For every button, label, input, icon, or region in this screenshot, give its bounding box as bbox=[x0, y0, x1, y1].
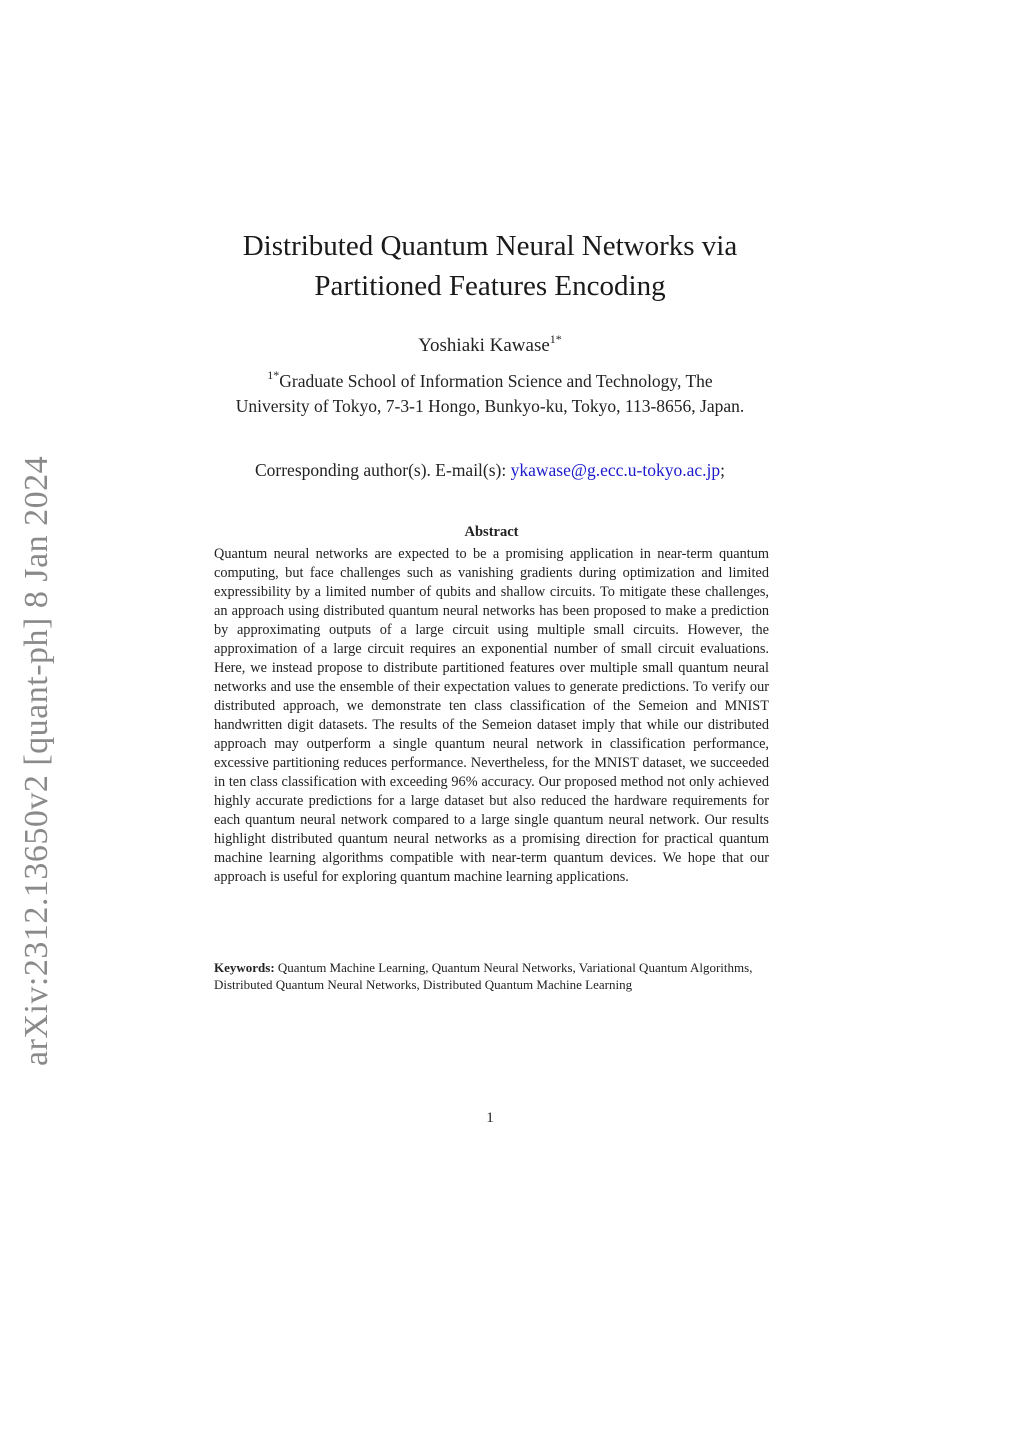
arxiv-identifier-stamp: arXiv:2312.13650v2 [quant-ph] 8 Jan 2024 bbox=[18, 455, 55, 1066]
corresponding-suffix: ; bbox=[720, 460, 726, 480]
affiliation-marker: 1* bbox=[267, 368, 280, 382]
email-link[interactable]: ykawase@g.ecc.u-tokyo.ac.jp bbox=[510, 460, 721, 480]
title-line-2: Partitioned Features Encoding bbox=[314, 270, 666, 302]
affiliation-line-2: University of Tokyo, 7-3-1 Hongo, Bunkyo-ku, Tokyo, 113-8656, Japan. bbox=[235, 396, 745, 416]
abstract-body: Quantum neural networks are expected to be a promising application in near-term quantum computing, but face challenges such as vanishing gradients during optimization and limited expressibility by a limited number of qubits and shallow circuits. To mitigate these challenges, an approach using distributed quantum neural networks has been proposed to make a prediction by approximating outputs of a large circuit using multiple small circuits. However, the approximation of a large circuit requires an exponential number of small circuit evaluations. Here, we instead propose to distribute partitioned features over multiple small quantum neural networks and use the ensemble of their expectation values to generate predictions. To verify our distributed approach, we demonstrate ten class classification of the Semeion and MNIST handwritten digit datasets. The results of the Semeion dataset imply that while our distributed approach may outperform a single quantum neural network in classification performance, excessive partitioning reduces performance. Nevertheless, for the MNIST dataset, we succeeded in ten class classification with exceeding 96% accuracy. Our proposed method not only achieved highly accurate predictions for a large dataset but also reduced the hardware requirements for each quantum neural network compared to a large single quantum neural network. Our results highlight distributed quantum neural networks as a promising direction for practical quantum machine learning algorithms compatible with near-term quantum devices. We hope that our approach is useful for exploring quantum machine learning applications. bbox=[214, 546, 769, 885]
keywords-label: Keywords: bbox=[214, 960, 275, 975]
paper-title bbox=[180, 226, 800, 306]
affiliation-line-1 bbox=[180, 369, 800, 394]
keywords bbox=[214, 959, 769, 993]
corresponding-author bbox=[180, 458, 800, 482]
affiliation-text-1: Graduate School of Information Science and Technology, The bbox=[279, 371, 713, 391]
author-name: Yoshiaki Kawase bbox=[418, 335, 550, 356]
abstract-heading: Abstract bbox=[464, 524, 519, 540]
title-line-1: Distributed Quantum Neural Networks via bbox=[242, 230, 738, 262]
author-line bbox=[180, 334, 800, 358]
page-number: 1 bbox=[486, 1110, 494, 1126]
keywords-text: Quantum Machine Learning, Quantum Neural Networks, Variational Quantum Algorithms, Distributed Quantum Neural Networks, Distributed Quantum Machine Learning bbox=[214, 960, 753, 992]
author-affiliation-marker: 1* bbox=[549, 332, 562, 346]
affiliation bbox=[180, 369, 800, 419]
corresponding-prefix: Corresponding author(s). E-mail(s): bbox=[254, 460, 511, 480]
